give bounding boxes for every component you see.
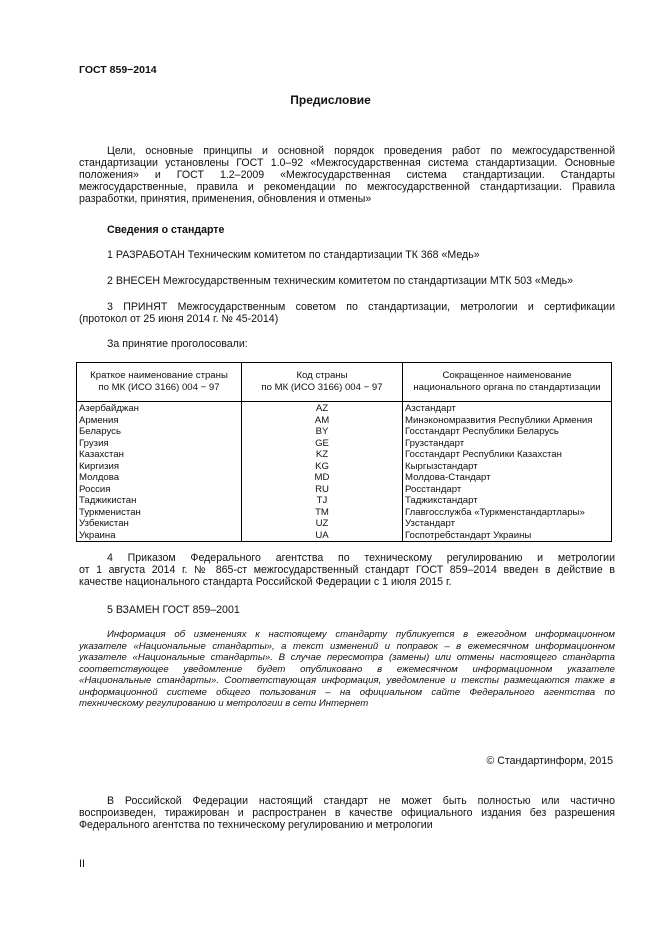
notice-line: соответствующее уведомление будет опубликовано в ежемесячном информационном указателе bbox=[79, 663, 615, 675]
table-row bbox=[77, 530, 612, 542]
page-title: Предисловие bbox=[290, 93, 371, 107]
table-row bbox=[77, 518, 612, 530]
item-replaces: 5 ВЗАМЕН ГОСТ 859–2001 bbox=[107, 604, 240, 616]
voted-label: За принятие проголосовали: bbox=[107, 338, 248, 350]
code-cell: TJ bbox=[242, 495, 403, 507]
body-cell: Госстандарт Республики Казахстан bbox=[403, 449, 612, 461]
intro-paragraph bbox=[79, 145, 615, 205]
country-cell: Киргизия bbox=[77, 461, 242, 473]
body-cell: Госстандарт Республики Беларусь bbox=[403, 426, 612, 438]
table-row bbox=[77, 495, 612, 507]
code-cell: UA bbox=[242, 530, 403, 542]
intro-line: межгосударственные, правила и рекомендации по межгосударственной стандартизации. Правила bbox=[79, 181, 615, 193]
body-cell: Главгосслужба «Туркменстандартлары» bbox=[403, 507, 612, 519]
table-row bbox=[77, 426, 612, 438]
body-cell: Кыргызстандарт bbox=[403, 461, 612, 473]
voting-table bbox=[76, 362, 612, 542]
code-cell: KZ bbox=[242, 449, 403, 461]
item-adopted-line: (протокол от 25 июня 2014 г. № 45-2014) bbox=[79, 313, 279, 325]
country-cell: Грузия bbox=[77, 438, 242, 450]
table-row bbox=[77, 449, 612, 461]
code-cell: GE bbox=[242, 438, 403, 450]
country-cell: Казахстан bbox=[77, 449, 242, 461]
notice-line: информационной системе общего пользования – на официальном сайте Федерального агентства по bbox=[79, 686, 615, 698]
code-cell: BY bbox=[242, 426, 403, 438]
intro-line: Цели, основные принципы и основной порядок проведения работ по межгосударственной bbox=[107, 145, 615, 157]
body-cell: Узстандарт bbox=[403, 518, 612, 530]
body-cell: Минэкономразвития Республики Армения bbox=[403, 415, 612, 427]
code-cell: UZ bbox=[242, 518, 403, 530]
body-cell: Азстандарт bbox=[403, 403, 612, 415]
code-cell: KG bbox=[242, 461, 403, 473]
rights-line: воспроизведен, тиражирован и распространен в качестве официального издания без разрешения bbox=[79, 807, 615, 819]
code-cell: MD bbox=[242, 472, 403, 484]
header-national-body: Сокращенное наименование национального органа по стандартизации bbox=[403, 363, 612, 402]
table-row bbox=[77, 507, 612, 519]
notice-line: указателе «Национальные стандарты». В случае пересмотра (замены) или отмены настоящего стандарта bbox=[79, 652, 615, 663]
country-cell: Узбекистан bbox=[77, 518, 242, 530]
body-cell: Госпотребстандарт Украины bbox=[403, 530, 612, 542]
item-introduced: 2 ВНЕСЕН Межгосударственным техническим комитетом по стандартизации МТК 503 «Медь» bbox=[107, 275, 574, 287]
rights-paragraph bbox=[79, 795, 615, 831]
item-adopted-line: 3 ПРИНЯТ Межгосударственным советом по стандартизации, метрологии и сертификации bbox=[107, 301, 615, 313]
item-order-line: 4 Приказом Федерального агентства по техническому регулированию и метрологии bbox=[107, 552, 615, 564]
country-cell: Туркменистан bbox=[77, 507, 242, 519]
country-cell: Украина bbox=[77, 530, 242, 542]
item-order bbox=[79, 552, 615, 588]
item-order-line: от 1 августа 2014 г. № 865-ст межгосударственный стандарт ГОСТ 859–2014 введен в действие в bbox=[79, 564, 615, 576]
item-developed: 1 РАЗРАБОТАН Техническим комитетом по стандартизации ТК 368 «Медь» bbox=[107, 249, 480, 261]
country-cell: Россия bbox=[77, 484, 242, 496]
header-country-code: Код страны по МК (ИСО 3166) 004 − 97 bbox=[242, 363, 403, 402]
notice-paragraph bbox=[79, 629, 615, 710]
copyright: © Стандартинформ, 2015 bbox=[486, 755, 613, 767]
rights-line: В Российской Федерации настоящий стандарт не может быть полностью или частично bbox=[107, 795, 615, 807]
info-heading: Сведения о стандарте bbox=[107, 224, 225, 236]
notice-line: «Национальные стандарты». Соответствующая информация, уведомление и тексты размещаются также в bbox=[79, 675, 615, 686]
country-cell: Беларусь bbox=[77, 426, 242, 438]
body-cell: Росстандарт bbox=[403, 484, 612, 496]
intro-line: стандартизации установлены ГОСТ 1.0–92 «Межгосударственная система стандартизации. Основные bbox=[79, 157, 615, 169]
notice-line: указателе «Национальные стандарты», а текст изменений и поправок – в ежемесячном информационном bbox=[79, 640, 615, 652]
country-cell: Таджикистан bbox=[77, 495, 242, 507]
code-cell: AM bbox=[242, 415, 403, 427]
page-number: II bbox=[79, 858, 85, 870]
code-cell: AZ bbox=[242, 403, 403, 415]
table-row bbox=[77, 472, 612, 484]
rights-line: Федерального агентства по техническому регулированию и метрологии bbox=[79, 819, 433, 831]
country-cell: Армения bbox=[77, 415, 242, 427]
code-cell: TM bbox=[242, 507, 403, 519]
table-row bbox=[77, 415, 612, 427]
table-row bbox=[77, 461, 612, 473]
document-code: ГОСТ 859−2014 bbox=[79, 64, 157, 76]
header-country-name: Краткое наименование страны по МК (ИСО 3166) 004 − 97 bbox=[77, 363, 242, 402]
country-cell: Молдова bbox=[77, 472, 242, 484]
table-row bbox=[77, 484, 612, 496]
code-cell: RU bbox=[242, 484, 403, 496]
table-row bbox=[77, 403, 612, 415]
body-cell: Грузстандарт bbox=[403, 438, 612, 450]
item-order-line: качестве национального стандарта Российской Федерации с 1 июля 2015 г. bbox=[79, 576, 452, 588]
table-header-row bbox=[77, 363, 612, 402]
notice-line: техническому регулированию и метрологии в сети Интернет bbox=[79, 698, 369, 709]
table-row bbox=[77, 438, 612, 450]
item-adopted bbox=[79, 301, 615, 325]
intro-line: разработки, принятия, применения, обновления и отмены» bbox=[79, 193, 372, 205]
intro-line: положения» и ГОСТ 1.2–2009 «Межгосударственная система стандартизации. Стандарты bbox=[79, 169, 615, 181]
body-cell: Таджикстандарт bbox=[403, 495, 612, 507]
country-cell: Азербайджан bbox=[77, 403, 242, 415]
body-cell: Молдова-Стандарт bbox=[403, 472, 612, 484]
notice-line: Информация об изменениях к настоящему стандарту публикуется в ежегодном информационном bbox=[107, 629, 615, 640]
